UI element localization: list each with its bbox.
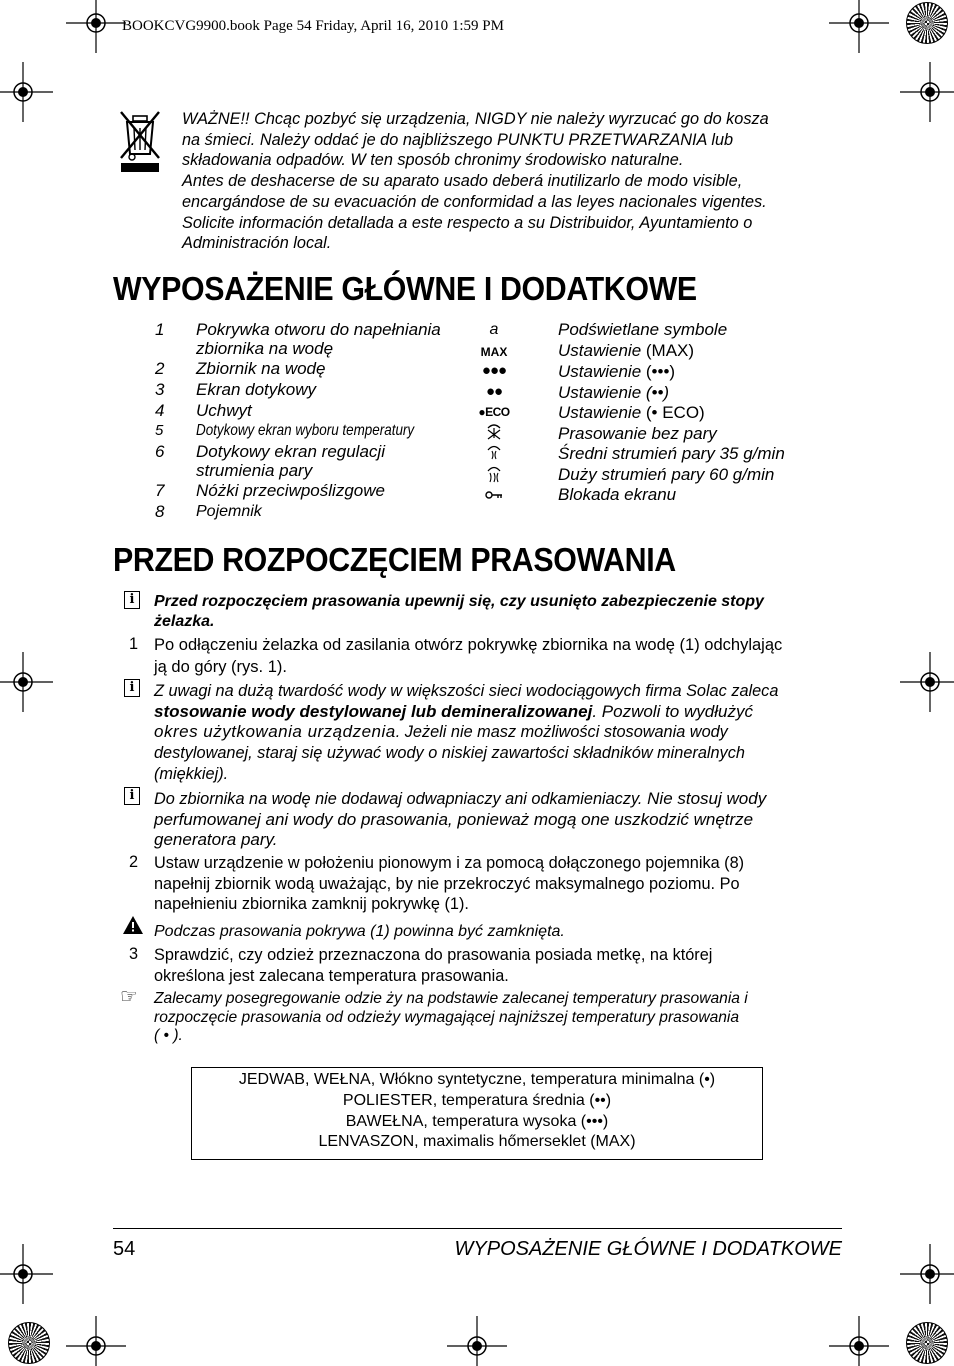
crosshair-icon [66,1316,126,1366]
symbol-description: Ustawienie (• ECO) [558,403,705,422]
starburst-icon [906,1322,948,1364]
warning-triangle-icon [122,915,144,935]
book-header: BOOKCVG9900.book Page 54 Friday, April 16, 2010 1:59 PM [122,18,504,34]
temperature-table [191,1067,763,1160]
symbol-description: Prasowanie bez pary [558,424,717,443]
crosshair-icon [447,1316,507,1366]
part-label: Pojemnik [196,503,262,520]
crosshair-icon [900,1244,954,1304]
part-number: 2 [155,359,165,378]
part-number: 4 [155,401,165,420]
crosshair-icon [900,62,954,122]
part-label: Dotykowy ekran wyboru temperatury [196,422,415,439]
crosshair-icon [0,652,53,712]
part-label: Pokrywka otworu do napełniania zbiornika na wodę [196,320,441,358]
symbol-description: Ustawienie (•••) [558,362,676,381]
part-number: 3 [155,380,165,399]
crosshair-icon [0,1244,53,1304]
step-number: 2 [129,853,139,871]
max-symbol: MAX [480,345,508,359]
symbol-description: Średni strumień pary 35 g/min [558,444,785,463]
no-steam-icon [485,422,503,440]
temperature-row: JEDWAB, WEŁNA, Włókno syntetyczne, temperatura minimalna (•) [238,1071,716,1088]
steam-high-icon [485,464,503,484]
hint-sort-clothes: Zalecamy posegregowanie odzie ży na podstawie zalecanej temperatury prasowania i rozpoczęcie prasowania od odzieży wymagającej najniższej temperatury prasowania ( • ). [154,990,748,1044]
symbol-description: Blokada ekranu [558,485,677,504]
footer-title: WYPOSAŻENIE GŁÓWNE I DODATKOWE [454,1238,842,1260]
info-remove-protection: Przed rozpoczęciem prasowania upewnij się, czy usunięto zabezpieczenie stopy żelazka. [154,593,764,630]
part-label: Zbiornik na wodę [196,359,326,378]
crosshair-icon [829,1316,889,1366]
info-icon: i [124,787,140,805]
step-open-lid: Po odłączeniu żelazka od zasilania otwórz pokrywkę zbiornika na wodę (1) odchylając ją do góry (rys. 1). [154,636,783,676]
part-label: Ekran dotykowy [196,380,316,399]
temperature-row: POLIESTER, temperatura średnia (••) [342,1091,612,1109]
part-number: 5 [155,422,164,439]
starburst-icon [8,1322,50,1364]
info-no-additives: Do zbiornika na wodę nie dodawaj odwapniaczy ani odkamieniaczy. Nie stosuj wody perfumowanej ani wody do prasowania, ponieważ mogą one uszkodzić wnętrze generatora pary. [154,789,767,850]
key-icon [485,489,503,501]
footer-rule [113,1228,842,1229]
crosshair-icon [829,0,889,53]
symbol-description: Duży strumień pary 60 g/min [558,465,775,484]
symbol-description: Ustawienie (••) [558,383,670,402]
crossed-bin-icon [118,108,162,174]
part-number: 7 [155,481,165,500]
disposal-notice: WAŻNE!! Chcąc pozbyć się urządzenia, NIGDY nie należy wyrzucać go do kosza na śmieci. Należy oddać je do najbliższego PUNKTU PRZETWARZANIA lub składowania odpadów. W ten sposób chronimy środowisko naturalne. Antes de deshacerse de su aparato usado deberá inutilizarlo de modo visible, encargándose de su evacuación de conformidad a las leyes nacionales vigentes. Solicite información detallada a este respecto a su Distribuidor, Ayuntamiento o Administración local. [182,110,769,253]
three-dots-symbol: ●●● [481,362,507,379]
crosshair-icon [66,0,126,53]
part-number: 1 [155,320,165,339]
part-number: 8 [155,502,165,521]
page-number: 54 [113,1238,136,1260]
starburst-icon [906,2,948,44]
symbol-description: Ustawienie (MAX) [558,341,695,360]
section-title-before-ironing: PRZED ROZPOCZĘCIEM PRASOWANIA [113,541,676,578]
info-icon: i [124,679,140,697]
info-icon: i [124,591,140,609]
part-label: Dotykowy ekran regulacji strumienia pary [196,442,385,480]
warning-lid-closed: Podczas prasowania pokrywa (1) powinna być zamknięta. [154,923,565,940]
two-dots-symbol: ●● [485,383,503,400]
eco-symbol: ●ECO [478,405,510,419]
part-label: Uchwyt [196,401,252,420]
steam-medium-icon [485,443,503,461]
section-title-equipment: WYPOSAŻENIE GŁÓWNE I DODATKOWE [113,270,697,307]
crosshair-icon [900,652,954,712]
step-number: 3 [129,945,139,963]
crosshair-icon [0,62,53,122]
symbol-a-label: a [489,321,499,338]
info-distilled-water: Z uwagi na dużą twardość wody w większości sieci wodociągowych firma Solac zaleca stosowanie wody destylowanej lub demineralizowanej. Pozwoli to wydłużyć okres użytkowania urządzenia. Jeżeli nie masz możliwości stosowania wody destylowanej, staraj się używać wody o niskiej zawartości składników mineralnych (miękkiej). [154,682,779,783]
symbol-description: Podświetlane symbole [558,320,728,339]
pointing-hand-icon: ☞ [120,984,138,1008]
part-label: Nóżki przeciwpoślizgowe [196,481,385,500]
temperature-row: LENVASZON, maximalis hőmerseklet (MAX) [318,1133,636,1151]
step-check-label: Sprawdzić, czy odzież przeznaczona do prasowania posiada metkę, na której określona jest zalecana temperatura prasowania. [154,946,713,985]
part-number: 6 [155,442,165,461]
step-number: 1 [129,635,139,653]
step-fill-tank: Ustaw urządzenie w położeniu pionowym i za pomocą dołączonego pojemnika (8) napełnij zbiornik wodą uważając, by nie przekroczyć maksymalnego poziomu. Po napełnieniu zbiornika zamknij pokrywkę (1). [154,854,745,914]
temperature-row: BAWEŁNA, temperatura wysoka (•••) [345,1112,609,1130]
